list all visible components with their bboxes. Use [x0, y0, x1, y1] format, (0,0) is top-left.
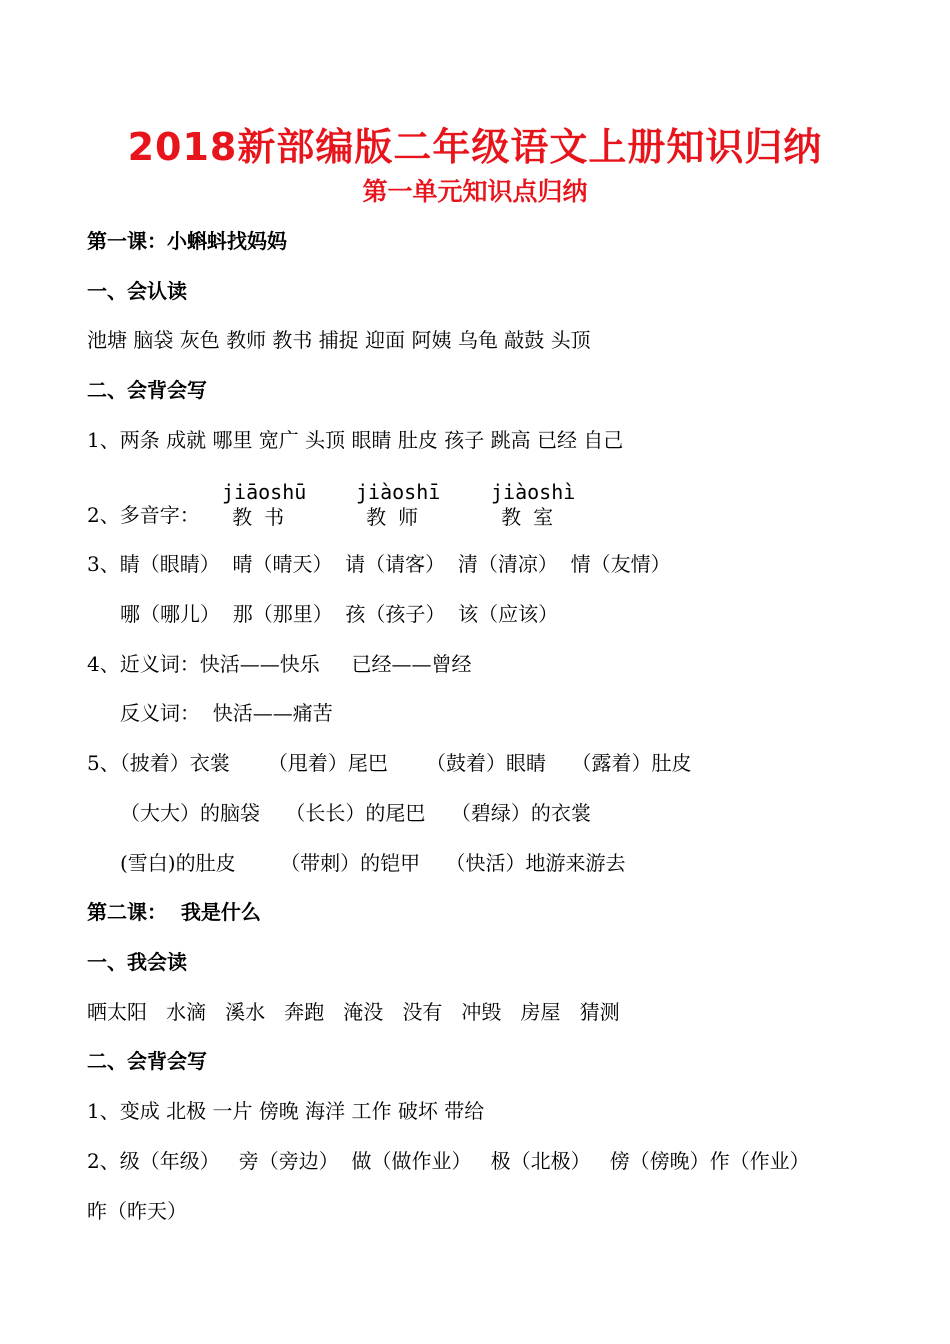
- lesson1-item5b: （大大）的脑袋 （长长）的尾巴 （碧绿）的衣裳: [120, 801, 591, 825]
- lesson1-write-heading: 二、会背会写: [87, 378, 207, 402]
- lesson2-item2-cont: 昨（昨天）: [87, 1199, 187, 1223]
- lesson1-item3a: 3、睛（眼睛） 晴（晴天） 请（请客） 清（清凉） 情（友情）: [87, 552, 671, 576]
- polyphone-3-chars: 教室: [501, 505, 566, 529]
- lesson1-item2-label: 2、多音字：: [87, 503, 200, 527]
- polyphone-2-chars: 教师: [366, 505, 431, 529]
- lesson1-item1: 1、两条 成就 哪里 宽广 头顶 眼睛 肚皮 孩子 跳高 已经 自己: [87, 428, 624, 452]
- lesson1-item5a: 5、（披着）衣裳 （甩着）尾巴 （鼓着）眼睛 （露着）肚皮: [87, 751, 692, 775]
- lesson1-read-words: 池塘 脑袋 灰色 教师 教书 捕捉 迎面 阿姨 乌龟 敲鼓 头顶: [87, 328, 591, 352]
- polyphone-1: [222, 480, 306, 530]
- polyphone-2: [356, 480, 440, 530]
- unit-subtitle: 第一单元知识点归纳: [362, 177, 588, 206]
- lesson1-item4b: 反义词： 快活——痛苦: [120, 701, 333, 725]
- lesson2-read-words: 晒太阳 水滴 溪水 奔跑 淹没 没有 冲毁 房屋 猜测: [87, 1000, 620, 1024]
- lesson1-item3b: 哪（哪儿） 那（那里） 孩（孩子） 该（应该）: [120, 602, 559, 626]
- polyphone-1-chars: 教书: [232, 505, 297, 529]
- lesson1-item5c: (雪白)的肚皮 （带刺）的铠甲 （快活）地游来游去: [120, 851, 626, 875]
- page-title: 2018新部编版二年级语文上册知识归纳: [127, 125, 823, 169]
- lesson2-write-heading: 二、会背会写: [87, 1049, 207, 1073]
- lesson2-read-heading: 一、我会读: [87, 950, 187, 974]
- polyphone-1-pinyin: jiāoshū: [222, 480, 307, 504]
- lesson2-item2: 2、级（年级） 旁（旁边） 做（做作业） 极（北极） 傍（傍晚）作（作业）: [87, 1149, 810, 1173]
- polyphone-2-pinyin: jiàoshī: [356, 480, 441, 504]
- lesson1-read-heading: 一、会认读: [87, 279, 187, 303]
- lesson1-item4a: 4、近义词：快活——快乐 已经——曾经: [87, 652, 472, 676]
- lesson2-heading: 第二课： 我是什么: [87, 900, 261, 924]
- polyphone-3-pinyin: jiàoshì: [491, 480, 576, 504]
- polyphone-3: [491, 480, 575, 530]
- lesson1-heading: 第一课：小蝌蚪找妈妈: [87, 229, 287, 253]
- lesson2-item1: 1、变成 北极 一片 傍晚 海洋 工作 破坏 带给: [87, 1099, 485, 1123]
